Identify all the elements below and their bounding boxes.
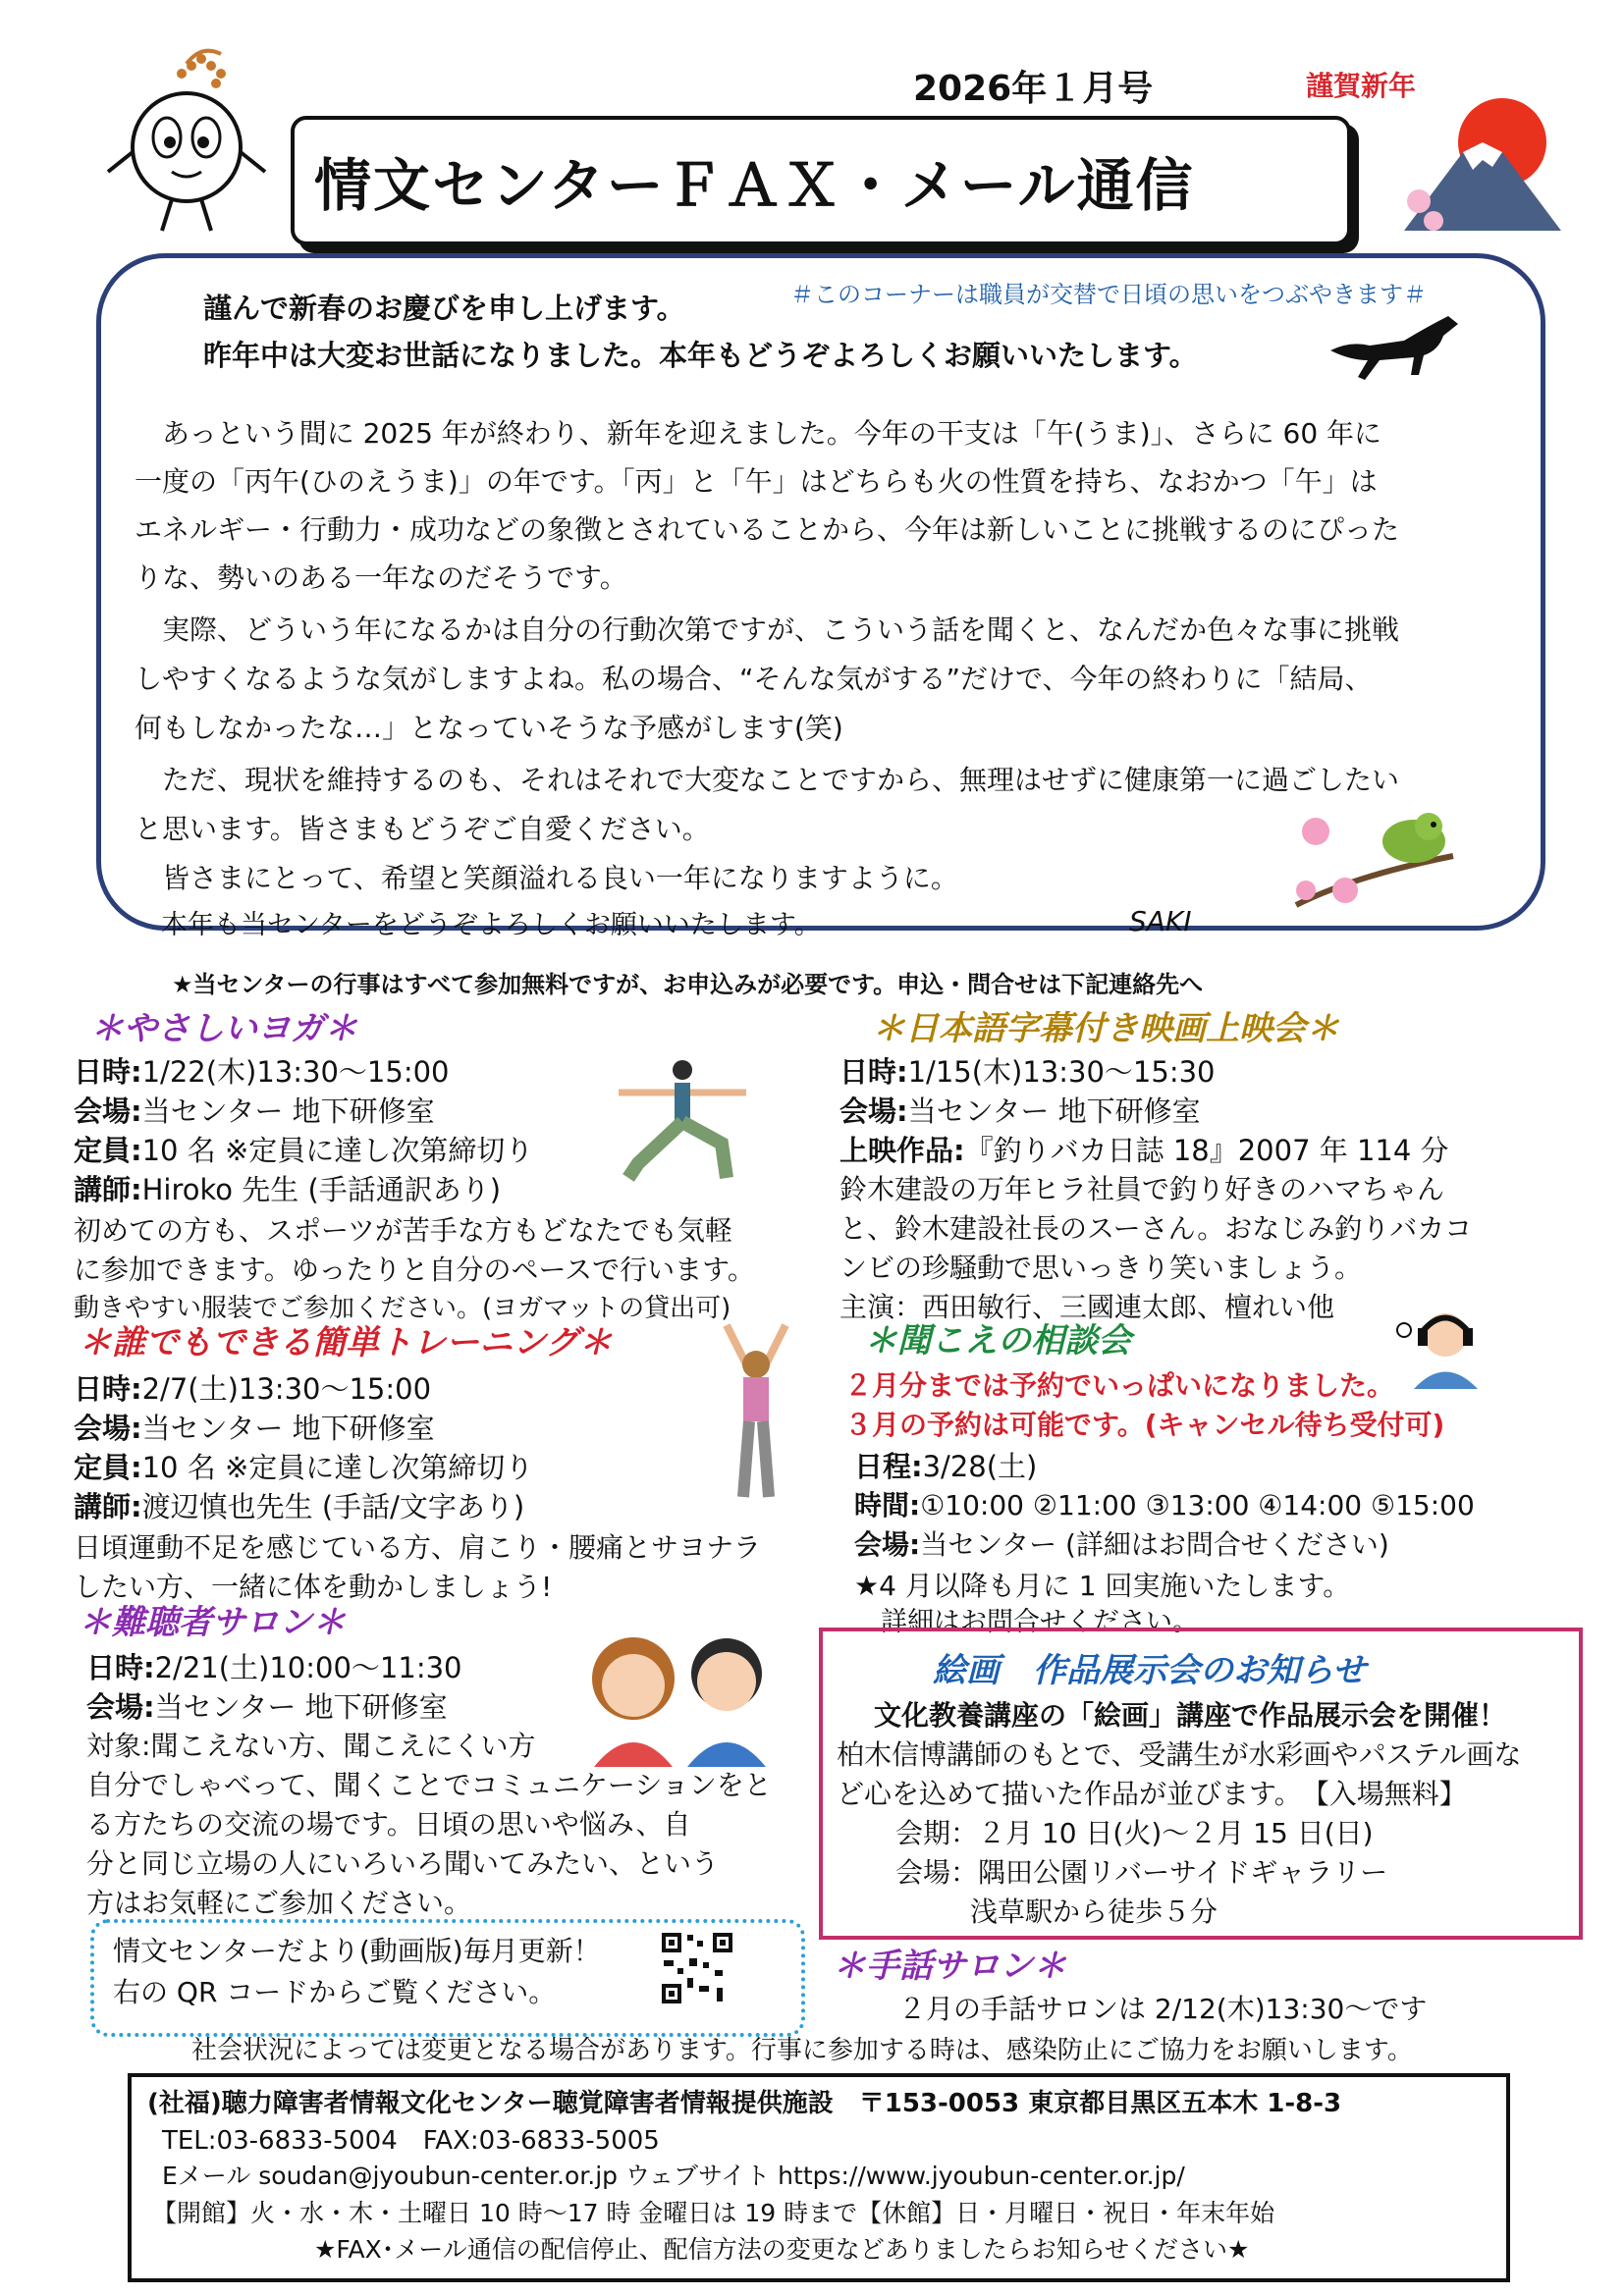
movie-desc: ンビの珍騒動で思いっきり笑いましょう。 [839,1252,1363,1284]
training-desc: したい方、一緒に体を動かしましょう! [74,1571,553,1603]
yoga-label: 定員: [74,1134,142,1167]
hearing-alert: ２月分までは予約でいっぱいになりました。 [844,1369,1395,1402]
movie-label: 上映作品: [839,1134,965,1167]
sign-salon-heading: ＊手話サロン＊ [833,1947,1066,1986]
mount-fuji-icon [1394,83,1571,245]
sign-salon-text: ２月の手話サロンは 2/12(木)13:30～です [898,1993,1428,2025]
footer-unsubscribe: ★FAX･メール通信の配信停止、配信方法の変更などありましたらお知らせください★ [314,2235,1250,2264]
hearing-value: 当センター (詳細はお問合せください) [920,1528,1389,1561]
essay-line: エネルギー・行動力・成功などの象徴とされていることから、今年は新しいことに挑戦するのにぴった [135,513,1400,546]
hearing-desc: 詳細はお問合せください。 [854,1607,1199,1637]
footer-tel-fax: TEL:03-6833-5004 FAX:03-6833-5005 [162,2126,660,2156]
qr-text: 右の QR コードからご覧ください。 [113,1976,557,2008]
hearing-label: 会場: [854,1528,921,1561]
stretching-person-illustration [702,1320,810,1507]
movie-label: 日時: [839,1055,908,1089]
movie-desc: 鈴木建設の万年ヒラ社員で釣り好きのハマちゃん [839,1173,1445,1205]
footer-org: (社福)聴力障害者情報文化センター聴覚障害者情報提供施設 〒153-0053 東京都目黒区五本木 1-8-3 [147,2089,1342,2118]
yoga-label: 会場: [74,1095,142,1128]
movie-desc: 主演：西田敏行、三國連太郎、檀れい他 [839,1291,1335,1323]
yoga-heading: ＊やさしいヨガ＊ [90,1009,357,1048]
hearing-label: 時間: [854,1489,921,1522]
exhibition-access: 浅草駅から徒歩５分 [970,1896,1218,1928]
salon-value: 2/21(土)10:00～11:30 [154,1651,462,1684]
footer-email-web[interactable]: Eメール soudan@jyoubun-center.or.jp ウェブサイト https://www.jyoubun-center.or.jp/ [162,2162,1185,2190]
movie-label: 会場: [839,1095,908,1128]
yoga-label: 日時: [74,1055,142,1089]
yoga-value: 1/22(木)13:30～15:00 [141,1055,450,1089]
movie-value: 『釣りバカ日誌 18』2007 年 114 分 [964,1134,1449,1167]
hearing-heading: ＊聞こえの相談会 [864,1321,1131,1361]
training-label: 定員: [74,1451,142,1484]
horse-icon [1321,306,1468,385]
salon-heading: ＊難聴者サロン＊ [79,1603,346,1642]
yoga-desc: 初めての方も、スポーツが苦手な方もどなたでも気軽 [74,1214,732,1247]
essay-signature: SAKI [1129,905,1192,937]
essay-line: 皆さまにとって、希望と笑顔溢れる良い一年になりますように。 [135,862,958,894]
yoga-pose-illustration [614,1055,751,1183]
yoga-value: 10 名 ※定員に達し次第締切り [141,1134,534,1167]
qr-text: 情文センターだより(動画版)毎月更新！ [113,1935,601,1967]
training-label: 会場: [74,1412,142,1445]
page-title: 情文センターＦＡＸ・メール通信 [314,152,1195,219]
essay-line: 何もしなかったな…」となっていそうな予感がします(笑) [135,712,843,744]
salon-label: 日時: [86,1651,155,1684]
training-label: 日時: [74,1372,142,1406]
movie-value: 当センター 地下研修室 [907,1095,1201,1128]
exhibition-period: 会期：２月 10 日(火)～２月 15 日(日) [895,1817,1374,1849]
qr-code-icon[interactable] [660,1931,734,2005]
yoga-desc: に参加できます。ゆったりと自分のペースで行います。 [74,1254,755,1286]
yoga-desc: 動きやすい服装でご参加ください。(ヨガマットの貸出可) [74,1294,731,1323]
hearing-alert: ３月の予約は可能です。(キャンセル待ち受付可) [844,1409,1445,1441]
caution-notice: 社会状況によっては変更となる場合があります。行事に参加する時は、感染防止にご協力をお願いします。 [191,2036,1413,2065]
salon-label: 対象: [86,1730,151,1762]
essay-line: しやすくなるような気がしますよね。私の場合、“そんな気がする”だけで、今年の終わりに「結局、 [135,663,1373,695]
hearing-value: ①10:00 ②11:00 ③13:00 ④14:00 ⑤15:00 [920,1489,1475,1522]
headphone-person-icon [1394,1301,1488,1389]
bird-on-plum-branch-icon [1286,797,1463,915]
essay-line: 一度の「丙午(ひのえうま)」の年です。「丙」と「午」はどちらも火の性質を持ち、なおかつ「午」は [135,465,1378,498]
movie-desc: と、鈴木建設社長のスーさん。おなじみ釣りバカコ [839,1212,1473,1245]
yoga-label: 講師: [74,1173,142,1206]
movie-value: 1/15(木)13:30～15:30 [907,1055,1216,1089]
salon-value: 当センター 地下研修室 [154,1690,448,1724]
salon-value: 聞こえない方、聞こえにくい方 [150,1730,536,1762]
participation-notice: ★当センターの行事はすべて参加無料ですが、お申込みが必要です。申込・問合せは下記連絡先へ [172,971,1204,998]
training-desc: 日頃運動不足を感じている方、肩こり・腰痛とサヨナラ [74,1531,762,1564]
hearing-desc: ★4 月以降も月に 1 回実施いたします。 [854,1570,1351,1602]
exhibition-heading: 絵画 作品展示会のお知らせ [933,1651,1366,1690]
greeting-line-1: 謹んで新春のお慶びを申し上げます。 [203,292,685,325]
movie-heading: ＊日本語字幕付き映画上映会＊ [872,1009,1339,1048]
training-value: 当センター 地下研修室 [141,1412,435,1445]
exhibition-venue: 会場：隅田公園リバーサイドギャラリー [895,1856,1388,1889]
training-label: 講師: [74,1490,142,1523]
training-value: 2/7(土)13:30～15:00 [141,1372,432,1406]
issue-date: 2026年１月号 [913,69,1154,109]
essay-line: 本年も当センターをどうぞよろしくお願いいたします。 [135,910,821,940]
essay-note: ＃このコーナーは職員が交替で日頃の思いをつぶやきます＃ [790,281,1427,308]
salon-desc: る方たちの交流の場です。日頃の思いや悩み、自 [86,1808,691,1841]
exhibition-desc: 柏木信博講師のもとで、受講生が水彩画やパステル画な [837,1738,1522,1771]
salon-label: 会場: [86,1690,155,1724]
training-value: 渡辺慎也先生 (手話/文字あり) [141,1490,525,1523]
essay-line: と思います。皆さまもどうぞご自愛ください。 [135,813,710,845]
mascot-illustration [93,44,280,240]
two-people-talking-illustration [574,1625,790,1767]
salon-desc: 分と同じ立場の人にいろいろ聞いてみたい、という [86,1847,720,1880]
salon-desc: 方はお気軽にご参加ください。 [86,1887,472,1919]
exhibition-desc: ど心を込めて描いた作品が並びます。 【入場無料】 [837,1778,1467,1810]
training-heading: ＊誰でもできる簡単トレーニング＊ [79,1323,613,1362]
yoga-value: 当センター 地下研修室 [141,1095,435,1128]
essay-line: りな、勢いのある一年なのだそうです。 [135,561,627,594]
hearing-label: 日程: [854,1450,923,1483]
essay-line: あっという間に 2025 年が終わり、新年を迎えました。今年の干支は「午(うま)」、さらに 60 年に [135,417,1382,450]
new-year-badge: 謹賀新年 [1306,70,1417,102]
exhibition-lead: 文化教養講座の「絵画」講座で作品展示会を開催！ [874,1699,1507,1732]
yoga-value: Hiroko 先生 (手話通訳あり) [141,1173,502,1206]
essay-line: ただ、現状を維持するのも、それはそれで大変なことですから、無理はせずに健康第一に過ごしたい [135,764,1400,796]
footer-hours: 【開館】火・水・木・土曜日 10 時～17 時 金曜日は 19 時まで【休館】日・月曜日・祝日・年末年始 [152,2199,1275,2227]
salon-desc: 自分でしゃべって、聞くことでコミュニケーションをと [86,1769,772,1801]
hearing-value: 3/28(土) [922,1450,1038,1483]
training-value: 10 名 ※定員に達し次第締切り [141,1451,534,1484]
essay-line: 実際、どういう年になるかは自分の行動次第ですが、こういう話を聞くと、なんだか色々な事に挑戦 [135,614,1400,646]
greeting-line-2: 昨年中は大変お世話になりました。本年もどうぞよろしくお願いいたします。 [203,339,1198,372]
